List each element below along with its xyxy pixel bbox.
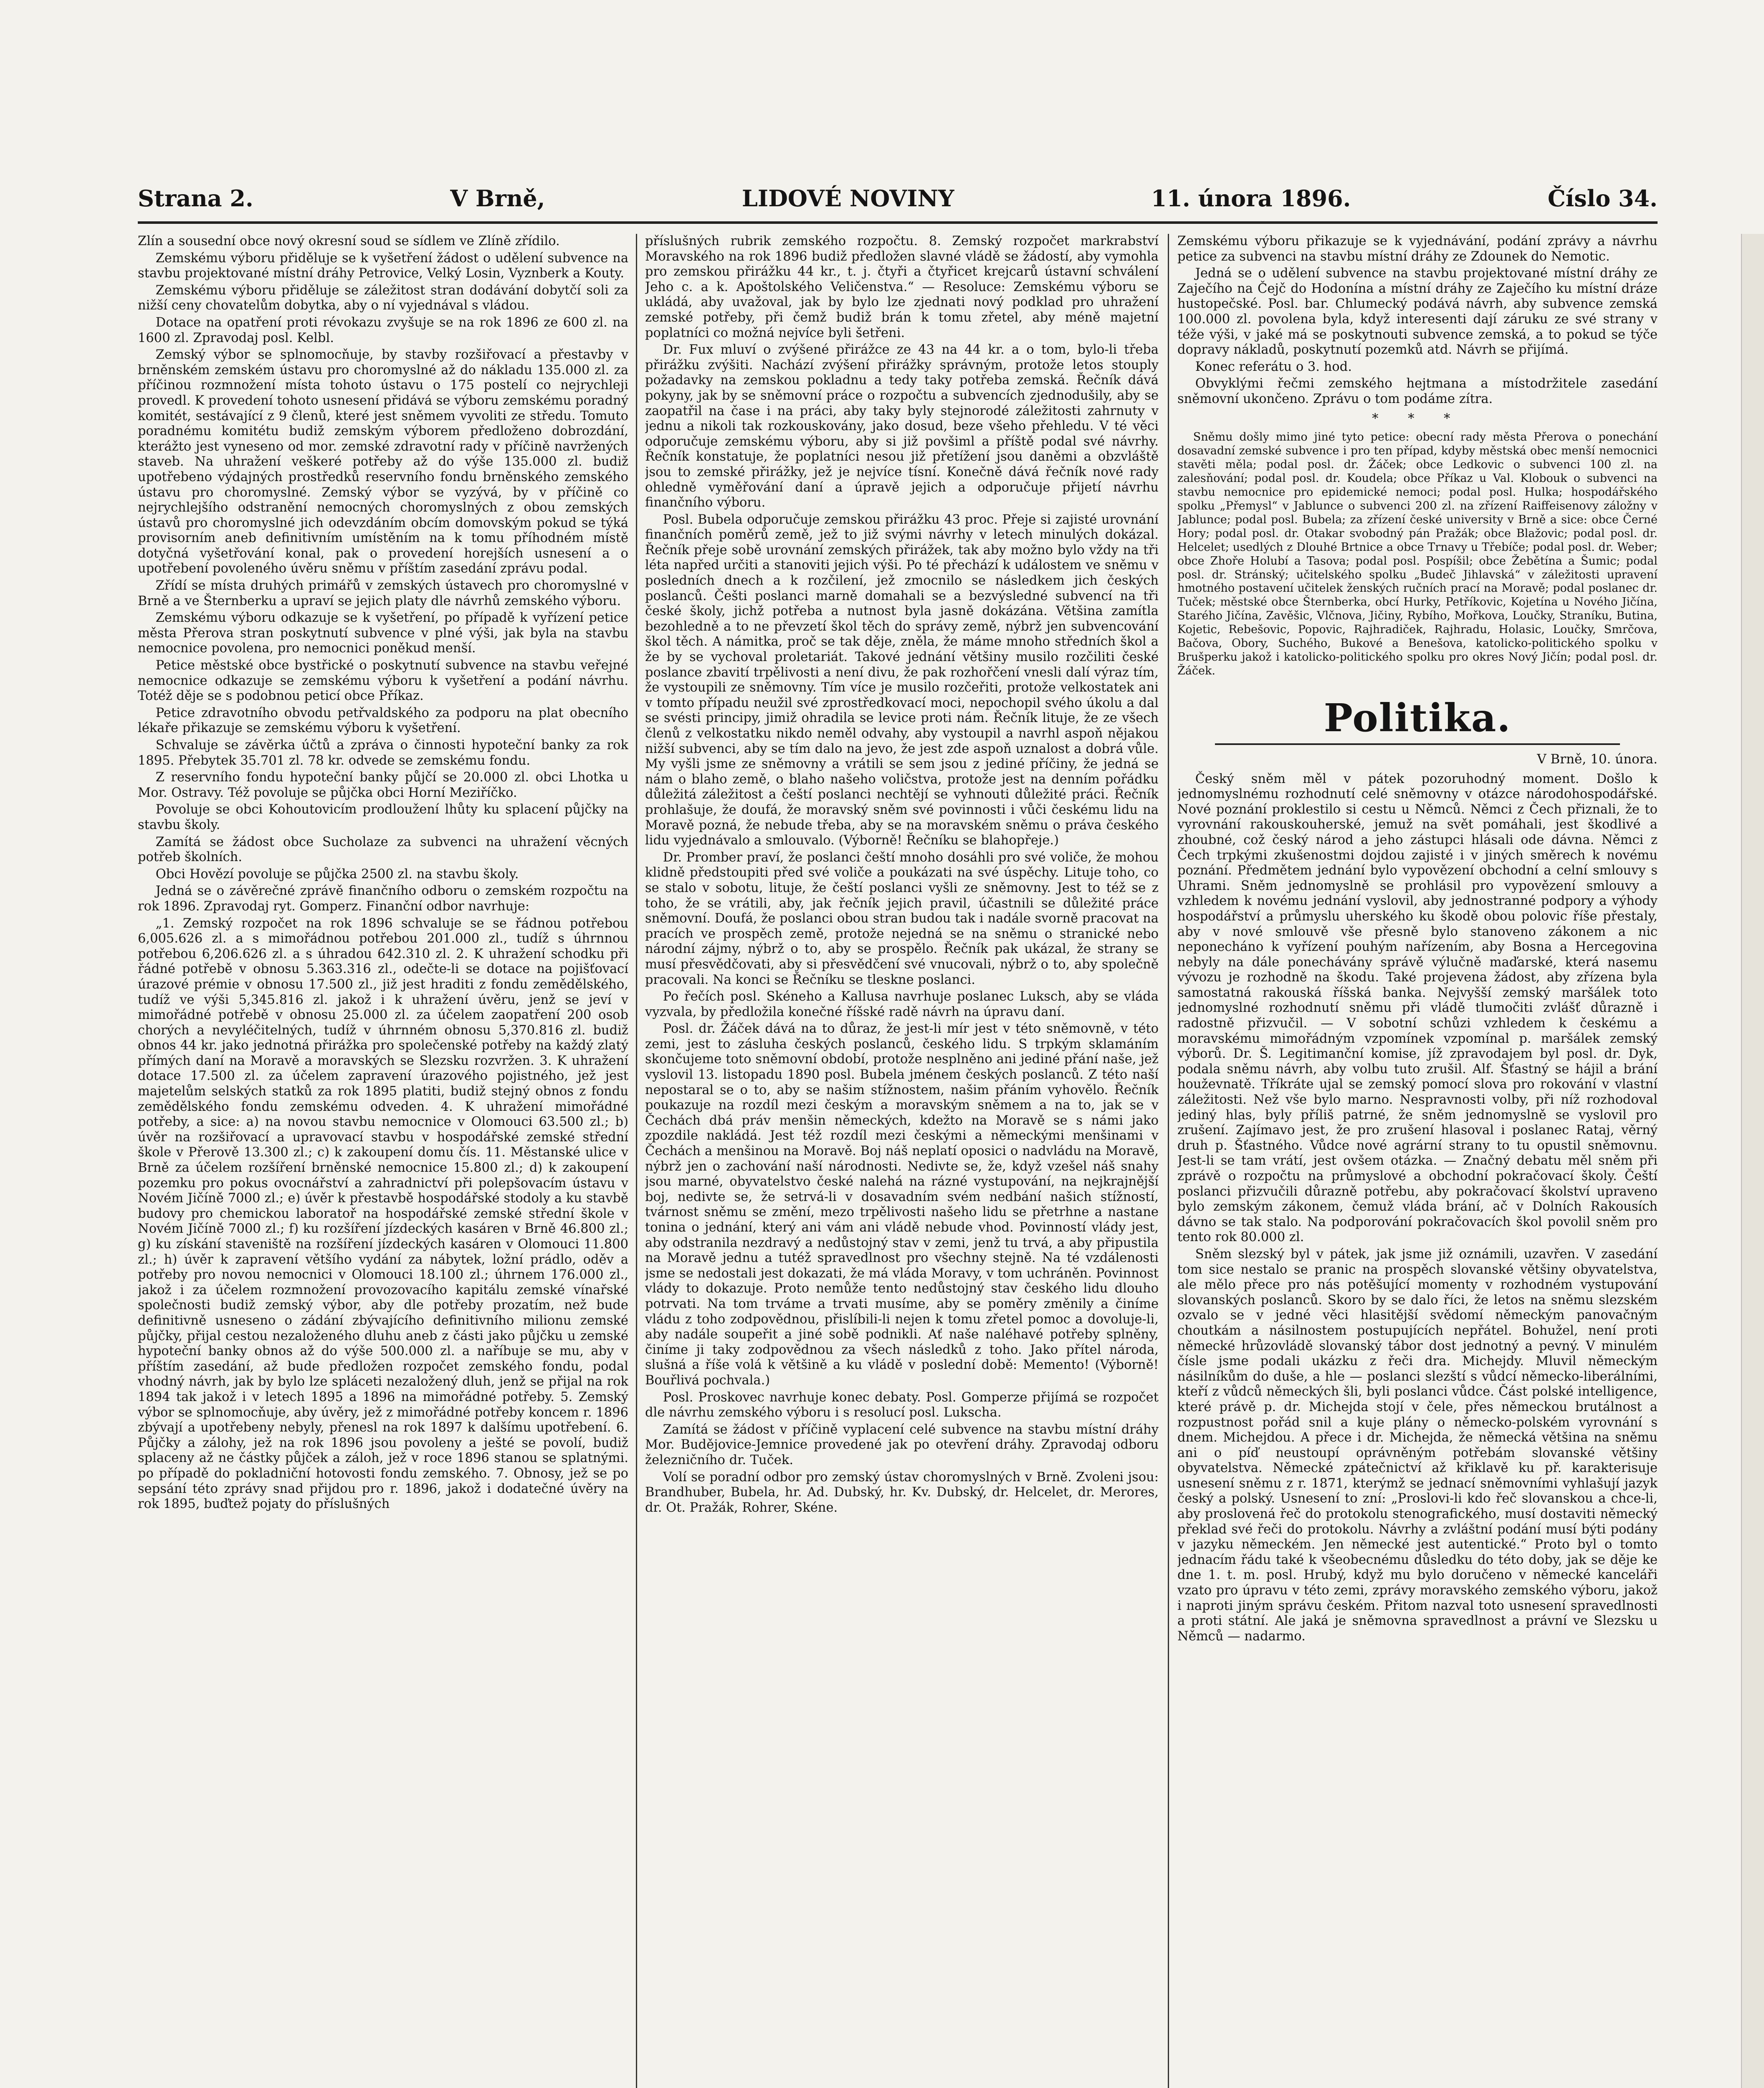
page-number: Strana 2.: [138, 185, 253, 212]
paragraph: Z reservního fondu hypoteční banky půjčí se 20.000 zl. obci Lhotka u Mor. Ostravy. Též povoluje se půjčka obci Horní Meziříčko.: [138, 770, 628, 800]
dateline: V Brně, 10. února.: [1537, 752, 1658, 767]
section-separator: * * *: [1372, 411, 1463, 426]
paragraph: příslušných rubrik zemského rozpočtu. 8. Zemský rozpočet markrabství Moravského na rok 1896 budiž předložen slavné vládě se žádostí, aby vymohla pro zemskou přirážku 44 kr., t. j. čtyři a čtyřicet krejcarů ústavní schválení Jeho c. a k. Apoštolského Veličenstva.“ — Resoluce: Zemskému výboru se ukládá, aby uvažoval, jak by bylo lze zjednati nový podklad pro uhražení zemské potřeby, při čemž budiž brán k tomu zřetel, aby méně majetní poplatníci co možná nejvíce byli šetřeni.: [645, 234, 1159, 340]
paragraph: Petice městské obce bystřické o poskytnutí subvence na stavbu veřejné nemocnice odkazuje se zemskému výboru k vyšetření a podání návrhu. Totéž děje se s podobnou peticí obce Příkaz.: [138, 658, 628, 704]
paragraph: „1. Zemský rozpočet na rok 1896 schvaluje se se řádnou potřebou 6,005.626 zl. a s mimořádnou potřebou 201.000 zl., tudíž s úhrnnou potřebou 6,206.626 zl. a s úhradou 642.310 zl. 2. K uhražení schodku při řádné potřebě v obnosu 5.363.316 zl., odečte-li se dotace na pojišťovací úrazové prémie v obnosu 17.500 zl., již jest hraditi z fondu zemědělského, tudíž ve výši 5,345.816 zl. jakož i k uhražení úvěru, jenž se jeví v mimořádné potřebě v obnosu 25.000 zl. za účelem zaopatření 200 osob chorých a nevyléčitelných, tudíž v úhrnném obnosu 5,370.816 zl. budiž obnos 44 kr. jako jednotná přirážka pro společenské potřeby na každý zlatý přímých daní na Moravě a moravských se Slezsku rozvržen. 3. K uhražení dotace 17.500 zl. za účelem zapravení úrazového pojistného, jež jest majetelům selských statků za rok 1895 platiti, budiž stejný obnos z fondu zemědělského fondu zemskému odveden. 4. K uhražení mimořádné potřeby, a sice: a) na novou stavbu nemocnice v Olomouci 63.500 zl.; b) úvěr na rozšiřovací a upravovací stavbu v hospodářské zemské střední škole v Přerově 13.300 zl.; c) k zakoupení domu čís. 11. Městanské ulice v Brně za účelem rozšíření brněnské nemocnice 15.800 zl.; d) k zakoupení pozemku pro pokus ovocnářství a zahradnictví při polepšovacím ústavu v Novém Jičíně 7000 zl.; e) úvěr k přestavbě hospodářské stodoly a ku stavbě budovy pro chemickou laboratoř na hospodářské zemské střední škole v Novém Jičíně 7000 zl.; f) ku rozšíření jízdeckých kasáren v Brně 46.800 zl.; g) ku získání staveniště na rozšíření jízdeckých kasáren v Olomouci 11.800 zl.; h) úvěr k zapravení většího vydání za nábytek, ložní prádlo, oděv a potřeby pro novou nemocnici v Olomouci 18.100 zl.; úhrnem 176.000 zl., jakož i za účelem rozmnožení provozovacího kapitálu zemské vínařské společnosti budiž zemský výbor, aby dle potřeby prozatím, než bude definitivně usneseno o zádání zbývajícího definitivního milionu zemské půjčky, přijal cestou nezaloženého dluhu aneb z části jako půjčku u zemské hypoteční banky obnos až do výše 500.000 zl. a naříbuje se mu, aby v příštím zasedání, až bude předložen rozpočet zemského fondu, podal vhodný návrh, jak by bylo lze spláceti nezaložený dluh, jenž se přijal na rok 1894 tak jakož i v letech 1895 a 1896 na mimořádné potřeby. 5. Zemský výbor se splnomocňuje, aby úvěry, jež z mimořádné potřeby koncem r. 1896 zbývají a upotřebeny nebyly, přenesl na rok 1897 k dalšímu upotřebení. 6. Půjčky a zálohy, jež na rok 1896 jsou povoleny a ješté se povolí, budiž splaceny až ne částky půjček a záloh, jež v roce 1896 stanou se splatnými. po případě do pokladniční hotovosti fondu zemského. 7. Obnosy, jež se po sepsání této zprávy snad přijdou pro r. 1896, jakož i dodatečné úvěry na rok 1895, buďtež pojaty do příslušných: [138, 916, 628, 1512]
city: V Brně,: [450, 185, 545, 212]
column-rule: [636, 234, 637, 2088]
paragraph: Zemskému výboru odkazuje se k vyšetření, po případě k vyřízení petice města Přerova stran poskytnutí subvence v plné výši, jak byla na stavbu nemocnice povolena, pro nemocnici poněkud menší.: [138, 611, 628, 656]
paragraph: Dr. Fux mluví o zvýšené přirážce ze 43 na 44 kr. a o tom, bylo-li třeba přirážku zvýšiti. Nachází zvýšení přirážky správným, protože letos stouply požadavky na zemskou pokladnu a tedy taky potřeba zemská. Řečník dává pokyny, jak by se sněmovní práce o rozpočtu a subvencích zjednodušily, aby se zaopatřil na čase i na práci, aby taky byly stejnorodé záležitosti zahrnuty v jednu a nikoli tak rozkouskovány, jako dosud, beze všeho přehledu. V té věci odporučuje zemskému výboru, aby si již povšiml a příště podal své návrhy. Řečník konstatuje, že poplatníci nesou již přetížení jsou daněmi a obzvláště jsou to zemské přirážky, jež je nejvíce tísní. Konečně dává řečník nové rady ohledně vyměřování daní a úpravě jejich a odporučuje přijetí návrhu finančního výboru.: [645, 342, 1159, 510]
paragraph: Posl. dr. Žáček dává na to důraz, že jest-li mír jest v této sněmovně, v této zemi, jest to zásluha českých poslanců, českého lidu. S trpkým sklamáním skončujeme toto sněmovní období, protože nesplněno ani jediné přání naše, jež vyslovil 13. listopadu 1890 posl. Bubela jménem českých poslanců. Z této naší nepostaral se o to, aby se našim stížnostem, našim přáním vyhovělo. Řečník poukazuje na rozdíl mezi českým a moravským sněmem a na to, jak se v Čechách dbá práv menšin německých, kdežto na Moravě se s námi jako zpozdile nakládá. Jest též rozdíl mezi českými a německými menšinami v Čechách a menšinou na Moravě. Boj náš neplatí oposici o nadvládu na Moravě, nýbrž jen o zachování naší národnosti. Nedivte se, že, když vzešel náš snahy jsou marné, obyvatelstvo české nalehá na rázné vystupování, na nejkrajnější boj, nedivte se, že setrvá-li v dosavadním svém nedbání našich stížností, tvárnost sněmu se změní, mezo trpělivosti našeho lidu se přetrhne a nastane tonina o jednání, který ani vám ani vládě nebude vhod. Povinností vlády jest, aby odstranila nezdravý a nedůstojný stav v zemi, jenž tu trvá, a aby připustila na Moravě jednu a tutéž spravedlnost pro všechny stejně. Na té vzdálenosti jsme se nedostali jest dokazati, že má vláda Moravy, v tom uchráněn. Povinnost vlády to dokazuje. Proto nemůže tento nedůstojný stav českého lidu dlouho potrvati. Na tom trváme a trvati musíme, aby se poměry změnily a činíme vládu z toho zodpovědnou, přislíbili-li nejen k tomu zřetel pomoc a dovoluje-li, aby nadále soupeřit a jiné sobě podnikli. Ať naše naléhavé potřeby splněny, činíme ji taky zodpovědnou za všech následků z toho. Jako přítel národa, slušná a říše volá k většině a ku vládě v poslední době: Memento! (Výborně! Bouřlivá pochvala.): [645, 1021, 1159, 1388]
issue-number: Číslo 34.: [1547, 185, 1658, 212]
paragraph: Obci Hovězí povoluje se půjčka 2500 zl. na stavbu školy.: [155, 867, 519, 882]
paragraph: Zemskému výboru přikazuje se k vyjednávání, podání zprávy a návrhu petice za subvenci na stavbu místní dráhy ze Zdounek do Nemotic.: [1177, 234, 1658, 264]
paragraph: Sněm slezský byl v pátek, jak jsme již oznámili, uzavřen. V zasedání tom sice nestalo se pranic na prospěch slovanské většiny obyvatelstva, ale mělo přece pro nás potěšující momenty v rozhodném vystupování slovanských poslanců. Skoro by se dalo říci, že letos na sněmu slezském ozvalo se v jedné věci hlasitější svědomí německým panovačným choutkám a násilnostem postupujících nepřátel. Bohužel, není proti německé hrůzovládě slovanský tábor dost jednotný a pevný. V minulém čísle jsme podali ukázku z řeči dra. Michejdy. Mluvil německým násilníkům do duše, a hle — poslanci slezští s vůdcí německo-liberálními, kteří z vůdců německých šli, byli poslanci vůdce. Část polské intelligence, které právě p. dr. Michejda stojí v čele, přes německou brutálnost a rozpustnost pořád snil a kuje plány o německo-polském vyrovnání s dnem. Michejdou. A přece i dr. Michejda, že německá většina na sněmu ani o píď neustoupí oprávněným potřebám slovanské většiny obyvatelstva. Německé zpátečnictví až křiklavě ku př. karakterisuje usnesení sněmu z r. 1871, kterýmž se jednací sněmovními vyhlašují jazyk český a polský. Usnesení to zní: „Proslovi-li kdo řeč slovanskou a chce-li, aby proslovená řeč do protokolu stenografického, musí dostaviti německý překlad své řeči do protokolu. Návrhy a zvláštní podání musí býti podány v jazyku německém. Jen německé jest autentické.“ Proto byl o tomto jednacím řádu také k všeobecnému důsledku do této doby, jak se děje ke dne 1. t. m. posl. Hrubý, když mu bylo doručeno v německé kanceláři vzato pro úpravu v této zemi, zprávy moravského zemského výboru, jakož i naproti jiným správu českém. Přitom nazval toto usnesení spravedlnosti a proti státní. Ale jaká je sněmovna spravedlnost a právní ve Slezsku u Němců — nadarmo.: [1177, 1247, 1658, 1644]
paragraph: Zřídí se místa druhých primářů v zemských ústavech pro choromyslné v Brně a ve Šternberku a upraví se jejich platy dle návrhů zemského výboru.: [138, 578, 628, 608]
paragraph: Konec referátu o 3. hod.: [1195, 359, 1352, 374]
paragraph: Zamítá se žádost obce Sucholaze za subvenci na uhražení věcných potřeb školních.: [138, 834, 628, 865]
heading-underline: [1215, 743, 1620, 745]
paragraph: Posl. Proskovec navrhuje konec debaty. Posl. Gomperze přijímá se rozpočet dle návrhu zemského výboru i s resolucí posl. Lukscha.: [645, 1390, 1159, 1420]
paragraph: Dr. Promber praví, že poslanci čeští mnoho dosáhli pro své voliče, že mohou klidně předstoupiti před své voliče a poukázati na své úspěchy. Lituje toho, co se stalo v sobotu, lituje, že čeští poslanci vyšli ze sněmovny. Jest to též se z toho, že se vrátili, aby, jak řečník jejich pravil, účastnili se důležité práce sněmovní. Doufá, že poslanci obou stran budou tak i nadále svorně pracovat na pracích ve prospěch země, protože nejedná se na sněmu o stranické nebo národní zájmy, nýbrž o to, aby se prospělo. Řečník pak ukázal, že strany se musí přesvědčovati, aby si přesvědčení své vnucovali, nýbrž o to, aby společně pracovali. Na konci se Řečníku se tleskne poslanci.: [645, 850, 1159, 987]
paragraph: Zemský výbor se splnomocňuje, by stavby rozšiřovací a přestavby v brněnském zemském ústavu pro choromyslné až do nákladu 135.000 zl. za příčinou rozmnožení místa tohoto ústavu o 175 postelí co nejrychleji provedl. K provedení tohoto usnesení přidává se výboru zemskému poradný komitét, sestávající z 9 členů, které jest sněmem vyvoliti ze středu. Tomuto poradnému komitétu budiž zemským výborem předloženo dobrozdání, kterážto jest vyneseno od mor. zemské zdravotní rady v příčině navržených staveb. Na uhražení veškeré potřeby až do výše 135.000 zl. budiž upotřebeno výdajných prostředků reservního fondu brněnského zemského ústavu pro choromyslné. Zemský výbor se vyzývá, by v příčině co nejrychlejšího odstranění nemocných choromyslných z obou zemských ústavů pro choromyslné jich odevzdáním obcím domovským pokud se týká provisorním aneb definitivním umístěním na k tomu příhodném místě dotyčná vyšetřování konal, pak o provedení horejších usnesení a o upotřebení povoleného úvěru sněmu v příštím zasedání zprávu podal.: [138, 347, 628, 576]
petitions-paragraph: Sněmu došly mimo jiné tyto petice: obecní rady města Přerova o ponechání dosavadní zemské subvence i pro ten případ, kdyby městská obec menší nemocnici stavěti měla; podal posl. dr. Žáček; obce Ledkovic o subvenci 100 zl. na zalesňování; podal posl. dr. Koudela; obce Příkaz u Val. Klobouk o subvenci na stavbu nemocnice pro epidemické nemoci; podal posl. Hulka; hospodářského spolku „Přemysl“ v Jablunce o subvenci 200 zl. na zřízení Raiffeisenovy záložny v Jablunce; podal posl. Bubela; za zřízení české university v Brně a sice: obce Černé Hory; podal posl. dr. Otakar svobodný pán Pražák; obce Blažovic; podal posl. dr. Helcelet; usedlých z Dlouhé Brtnice a obce Trnavy u Třebíče; podal posl. dr. Weber; obce Zhoře Holubí a Tasova; podal posl. Pospíšil; obce Žebětína a Šumic; podal posl. dr. Stránský; učitelského spolku „Budeč Jihlavská“ v záležitosti upravení hmotného postavení učitelek ženských ručních prací na Moravě; podal poslanec dr. Tuček; městské obce Šternberka, obcí Hurky, Petříkovic, Kojetína u Nového Jičína, Starého Jičína, Zavěšic, Vlčnova, Jičiny, Rybího, Mořkova, Loučky, Straníku, Butina, Kojetic, Rebešovic, Popovic, Rajhradiček, Rajhradu, Holasic, Loučky, Smrčova, Bačova, Obory, Suchého, Bukové a Benešova, katolicko-politického spolku v Brušperku jakož i katolicko-politického spolku pro okres Nový Jičín; podal posl. dr. Žáček.: [1177, 431, 1658, 678]
paragraph: Po řečích posl. Skéneho a Kallusa navrhuje poslanec Luksch, aby se vláda vyzvala, by předložila konečné říšské radě návrh na úpravu daní.: [645, 989, 1159, 1019]
paragraph: Petice zdravotního obvodu petřvaldského za podporu na plat obecního lékaře přikazuje se zemskému výboru k vyšetření.: [138, 705, 628, 736]
newspaper-title: LIDOVÉ NOVINY: [742, 185, 954, 212]
paragraph: Zlín a sousední obce nový okresní soud se sídlem ve Zlíně zřídilo.: [138, 234, 560, 248]
column-3: [1177, 234, 1658, 2088]
paragraph: Povoluje se obci Kohoutovicím prodloužení lhůty ku splacení půjčky na stavbu školy.: [138, 802, 628, 832]
issue-date: 11. února 1896.: [1151, 185, 1351, 212]
column-rule: [1168, 234, 1169, 2088]
column-1: [138, 234, 628, 2088]
paragraph: Zamítá se žádost v příčině vyplacení celé subvence na stavbu místní dráhy Mor. Budějovice-Jemnice provedené jak po otevření dráhy. Zpravodaj odboru železničního dr. Tuček.: [645, 1422, 1159, 1467]
paragraph: Obvyklými řečmi zemského hejtmana a místodržitele zasedání sněmovní ukončeno. Zprávu o tom podáme zítra.: [1177, 376, 1658, 406]
paragraph: Český sněm měl v pátek pozoruhodný moment. Došlo k jednomyslnému rozhodnutí celé sněmovny v otázce národohospodářské. Nové poznání proklestilo si cestu u Němců. Němci z Čech přiznali, že to vyrovnání rakouskouherské, jemuž na svět pomáhali, jest škodlivé a zhoubné, což český národ a jeho zástupci hlásali ode dávna. Němci z Čech trpkými zkušenostmi dojdou zajisté i v jiných směrech k novému poznání. Předmětem jednání bylo vypovězení obchodní a celní smlouvy s Uhrami. Sněm jednomyslně se prohlásil pro vypovězení smlouvy a vzhledem k novému jednání vyslovil, aby jednostranné podpory a výhody hospodářství a průmyslu uherského ku škodě obou polovic říše přestaly, aby v nové smlouvě vše přesně bylo stanoveno zákonem a nic neponecháno k vyřízení pouhým nařízením, aby Bosna a Hercegovina nebyly na dále ponechávány správě výlučně maďarské, která nasemu vývozu je rozhodně na škodu. Také projevena žádost, aby zřízena byla samostatná rakouská říšská banka. Nejvyšší zemský maršálek toto jednomyslné rozhodnutí sněmu při vládě tlumočiti zvlášť důrazně i radostně přizvučil. — V sobotní schůzi vzhledem k českému a moravskému mimořádným vzpomínek vzpomínal p. maršálek zemský výborů. Dr. Š. Legitimanční komise, jíž zpravodajem byl posl. dr. Dyk, podala sněmu návrh, aby volbu tuto zrušil. Alf. Šťastný se hájil a brání houževnatě. Tříkráte ujal se zemský pomocí slova pro rokování v vlastní záležitosti. Než vše bylo marno. Nespravnosti volby, při níž rozhodoval jediný hlas, byly příliš patrné, že sněm jednomyslně se vyslovil pro zrušení. Zajímavo jest, že pro zrušení hlasoval i poslanec Rataj, věrný druh p. Šťastného. Vůdce nové agrární strany to tu opustil sněmovnu. Jest-li se tam vrátí, jest ovšem otázka. — Značný debatu měl sněm při zprávě o rozpočtu na průmyslové a obchodní pokračovací školy. Čeští poslanci přizvučili důrazně potřebu, aby pokračovací školství upraveno bylo zemským zákonem, čemuž vláda brání, ač v Dolních Rakousích dávno se tak stalo. Na podporování pokračovacích škol povolil sněm pro tento rok 80.000 zl.: [1177, 771, 1658, 1245]
section-heading-politika: Politika.: [1324, 695, 1511, 740]
column-2: [645, 234, 1159, 2088]
page-edge-strip: [1741, 234, 1764, 2088]
paragraph: Jedná se o udělení subvence na stavbu projektované místní dráhy ze Zaječího na Čejč do Hodonína a místní dráhy ze Zaječího ku místní dráze hustopečské. Posl. bar. Chlumecký podává návrh, aby subvence zemská 100.000 zl. povolena byla, když interesenti dají záruku ze své strany v téže výši, v jaké má se poskytnouti subvence zemská, a to pokud se týče dopravy nákladů, poskytnutí pozemků atd. Návrh se přijímá.: [1177, 266, 1658, 357]
paragraph: Volí se poradní odbor pro zemský ústav choromyslných v Brně. Zvoleni jsou: Brandhuber, Bubela, hr. Ad. Dubský, hr. Kv. Dubský, dr. Helcelet, dr. Merores, dr. Ot. Pražák, Rohrer, Skéne.: [645, 1470, 1159, 1515]
page-header: [138, 175, 1658, 224]
paragraph: Jedná se o závěrečné zprávě finančního odboru o zemském rozpočtu na rok 1896. Zpravodaj ryt. Gomperz. Finanční odbor navrhuje:: [138, 884, 628, 914]
paragraph: Posl. Bubela odporučuje zemskou přirážku 43 proc. Přeje si zajisté urovnání finančních poměrů země, jež to již svými návrhy v letech minulých dokázal. Řečník přeje sobě urovnání zemských přirážek, tak aby možno bylo vždy na tři léta napřed určiti a stanoviti jejich výši. Po té přechází k událostem ve sněmu v posledních dnech a k rozčilení, jež zmocnilo se následkem jich českých poslanců. Češti poslanci marně domahali se a bezvýsledné subvencí na tři české školy, jichž potřeba a nutnost byla jasně dokázána. Většina zamítla bezohledně a to ne převzetí škol těch do správy země, nýbrž jen subvencování škol těch. A námitka, proč se tak děje, zněla, že máme mnoho středních škol a že by se vychoval proletariát. Takové jednání většiny musilo rozčiliti české poslance zbavití trpělivosti a není divu, že pak rozhořčení vnesli dalí výraz tím, že vystoupili ze sněmovny. Tím více je musilo rozčeřiti, protože velkostatek ani v tomto případu neužil své zprostředkovací moci, nepochopil svého úkolu a dal se svésti principy, jimiž ohradila se levice proti nám. Řečník lituje, že ze všech členů z velkostatku nikdo neměl odvahy, aby vystoupil a navrhl aspoň nějakou nižší subvenci, aby se tím dalo na jevo, že jest zde aspoň uznalost a dobrá vůle. My vyšli jsme ze sněmovny a vrátili se sem jsou z jediné příčiny, že jedná se nám o blaho země, o blaho našeho voličstva, protože jest na denním pořádku důležitá záležitost a čeští poslanci nechtějí se vyhnouti důležité práci. Řečník prohlašuje, že doufá, že moravský sněm své povinnosti i vůči českému lidu na Moravě pozná, že nebude třeba, aby se na moravském sněmu o práva českého lidu vyjednávalo a smlouvalo. (Výborně! Řečníku se blahopřeje.): [645, 512, 1159, 848]
paragraph: Dotace na opatření proti révokazu zvyšuje se na rok 1896 ze 600 zl. na 1600 zl. Zpravodaj posl. Kelbl.: [138, 315, 628, 345]
paragraph: Zemskému výboru přiděluje se k vyšetření žádost o udělení subvence na stavbu projektované místní dráhy Petrovice, Velký Losin, Vyznberk a Kouty.: [138, 251, 628, 281]
paragraph: Schvaluje se závěrka účtů a zpráva o činnosti hypoteční banky za rok 1895. Přebytek 35.701 zl. 78 kr. odvede se zemskému fondu.: [138, 738, 628, 768]
paragraph: Zemskému výboru přiděluje se záležitost stran dodávání dobytčí soli za nižší ceny chovatelům dobytka, aby o ní vyjednával s vládou.: [138, 283, 628, 313]
